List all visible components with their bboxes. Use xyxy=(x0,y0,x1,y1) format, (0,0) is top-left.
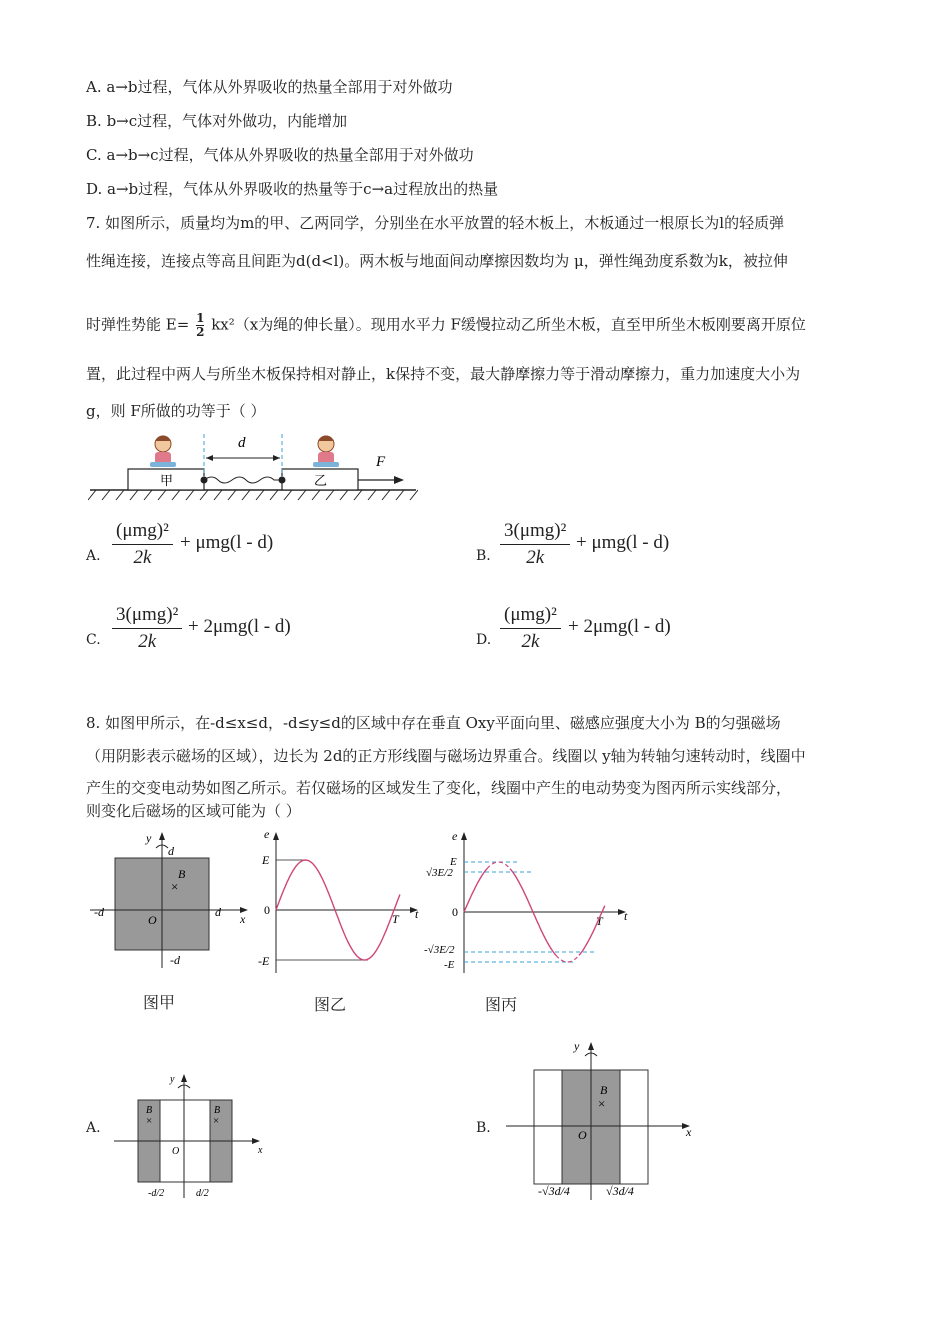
q8-text-line3: 产生的交变电动势如图乙所示。若仅磁场的区域发生了变化，线圈中产生的电动势变为图丙所示实线部分， xyxy=(86,779,792,797)
q7-line3-post: kx²（x为绳的伸长量）。现用水平力 F缓慢拉动乙所坐木板，直至甲所坐木板刚要离开原位 xyxy=(211,315,806,334)
q7-text-line2: 性绳连接，连接点等高且间距为d(d<l)。两木板与地面间动摩擦因数均为 μ，弹性绳劲度系数为k，被拉伸 xyxy=(86,252,788,270)
q7-option-c-label: C. xyxy=(86,632,101,648)
q7-option-a-label: A. xyxy=(86,548,101,564)
fig-bing-solid-segment-3 xyxy=(579,906,605,956)
q7-half-fraction: $\frac{1}{2}$ xyxy=(196,311,205,339)
svg-text:-E: -E xyxy=(444,959,455,971)
q7-figure xyxy=(88,430,418,505)
cord-point-right xyxy=(279,477,286,484)
F-label: F xyxy=(376,454,386,470)
svg-text:t: t xyxy=(415,907,419,921)
svg-text:O: O xyxy=(172,1146,180,1157)
fig-bing xyxy=(424,828,634,978)
elastic-cord xyxy=(204,477,282,483)
q7-text-line4: 置，此过程中两人与所坐木板保持相对静止，k保持不变，最大静摩擦力等于滑动摩擦力，重力加速度大小为 xyxy=(86,365,801,383)
svg-text:d: d xyxy=(215,905,221,919)
svg-text:×: × xyxy=(171,879,179,894)
svg-text:-d: -d xyxy=(170,953,180,967)
svg-text:x: x xyxy=(686,1125,692,1139)
svg-text:O: O xyxy=(578,1128,587,1142)
svg-text:O: O xyxy=(148,913,157,927)
student-yi-figure xyxy=(313,436,339,468)
svg-text:√3d/4: √3d/4 xyxy=(606,1184,634,1198)
q7-option-b-fraction: 3(μmg)² 2k xyxy=(500,518,570,571)
svg-text:e: e xyxy=(264,828,270,841)
q8-text-line4: 则变化后磁场的区域可能为（ ） xyxy=(86,802,301,820)
svg-text:×: × xyxy=(146,1115,153,1127)
fig-yi xyxy=(258,828,428,978)
q7-option-b-label: B. xyxy=(476,548,491,564)
svg-text:-√3E/2: -√3E/2 xyxy=(424,944,455,956)
q6-option-c: C. a→b→c过程，气体从外界吸收的热量全部用于对外做功 xyxy=(86,146,474,164)
svg-text:d: d xyxy=(168,844,174,858)
q7-option-c-tail: + 2μmg(l - d) xyxy=(188,616,291,637)
svg-text:0: 0 xyxy=(452,905,458,919)
fig-jia xyxy=(88,828,258,978)
board-jia-label: 甲 xyxy=(160,473,174,488)
q7-text-line1: 7. 如图所示，质量均为m的甲、乙两同学，分别坐在水平放置的轻木板上，木板通过一根原长为l的轻质弹 xyxy=(86,214,785,232)
svg-text:t: t xyxy=(624,909,628,923)
svg-text:T: T xyxy=(392,912,399,926)
svg-text:-E: -E xyxy=(258,954,270,968)
svg-text:y: y xyxy=(170,1074,175,1085)
fig-jia-caption: 图甲 xyxy=(143,993,176,1012)
svg-text:-√3d/4: -√3d/4 xyxy=(538,1184,570,1198)
q7-option-a-fraction: (μmg)² 2k xyxy=(112,518,173,571)
svg-text:y: y xyxy=(574,1039,580,1053)
q7-option-d-tail: + 2μmg(l - d) xyxy=(568,616,671,637)
q7-option-b-tail: + μmg(l - d) xyxy=(576,532,670,553)
q6-option-a: A. a→b过程，气体从外界吸收的热量全部用于对外做功 xyxy=(86,78,453,96)
q7-option-c-fraction: 3(μmg)² 2k xyxy=(112,602,182,655)
svg-text:B: B xyxy=(600,1083,608,1097)
svg-text:B: B xyxy=(178,867,186,881)
svg-text:x: x xyxy=(240,912,246,926)
q8-text-line1: 8. 如图甲所示，在-d≤x≤d，-d≤y≤d的区域中存在垂直 Oxy平面向里、磁感应强度大小为 B的匀强磁场 xyxy=(86,714,781,732)
svg-text:×: × xyxy=(213,1115,220,1127)
fig-bing-dashed-segment-2 xyxy=(556,955,579,962)
q8-option-a-label: A. xyxy=(86,1120,101,1136)
svg-text:B: B xyxy=(214,1105,221,1116)
student-jia-figure xyxy=(150,436,176,468)
svg-text:B: B xyxy=(146,1105,153,1116)
svg-text:x: x xyxy=(258,1145,263,1156)
svg-text:×: × xyxy=(598,1096,606,1111)
svg-text:√3E/2: √3E/2 xyxy=(426,867,453,879)
q6-option-b: B. b→c过程，气体对外做功，内能增加 xyxy=(86,112,348,130)
fig-bing-dashed-segment-1 xyxy=(487,862,510,869)
board-yi-label: 乙 xyxy=(314,473,328,488)
q7-option-d-label: D. xyxy=(476,632,492,648)
svg-text:-d/2: -d/2 xyxy=(148,1188,165,1199)
fig-yi-caption: 图乙 xyxy=(314,995,347,1014)
svg-text:E: E xyxy=(262,853,270,867)
svg-text:d/2: d/2 xyxy=(196,1188,209,1199)
q7-line3-pre: 时弹性势能 E= xyxy=(86,315,190,334)
q7-option-a-tail: + μmg(l - d) xyxy=(180,532,274,553)
q8-option-b-figure xyxy=(502,1038,702,1203)
svg-text:-d: -d xyxy=(94,905,104,919)
d-label: d xyxy=(238,435,246,451)
fig-bing-solid-segment-1 xyxy=(464,869,487,912)
svg-text:0: 0 xyxy=(264,903,270,917)
q8-option-b-label: B. xyxy=(476,1120,491,1136)
cord-point-left xyxy=(201,477,208,484)
ground-hatching xyxy=(88,490,418,500)
q8-option-a-figure xyxy=(110,1070,280,1202)
svg-text:T: T xyxy=(596,914,603,928)
q7-text-line5: g，则 F所做的功等于（ ） xyxy=(86,402,266,420)
svg-text:E: E xyxy=(450,856,457,868)
svg-text:e: e xyxy=(452,829,458,843)
q8-text-line2: （用阴影表示磁场的区域），边长为 2d的正方形线圈与磁场边界重合。线圈以 y轴为转轴匀速转动时，线圈中 xyxy=(86,747,806,765)
svg-text:y: y xyxy=(146,831,152,845)
fig-bing-caption: 图丙 xyxy=(485,995,518,1014)
q7-text-line3 xyxy=(86,312,806,339)
q6-option-d: D. a→b过程，气体从外界吸收的热量等于c→a过程放出的热量 xyxy=(86,180,499,198)
q7-option-d-fraction: (μmg)² 2k xyxy=(500,602,561,655)
